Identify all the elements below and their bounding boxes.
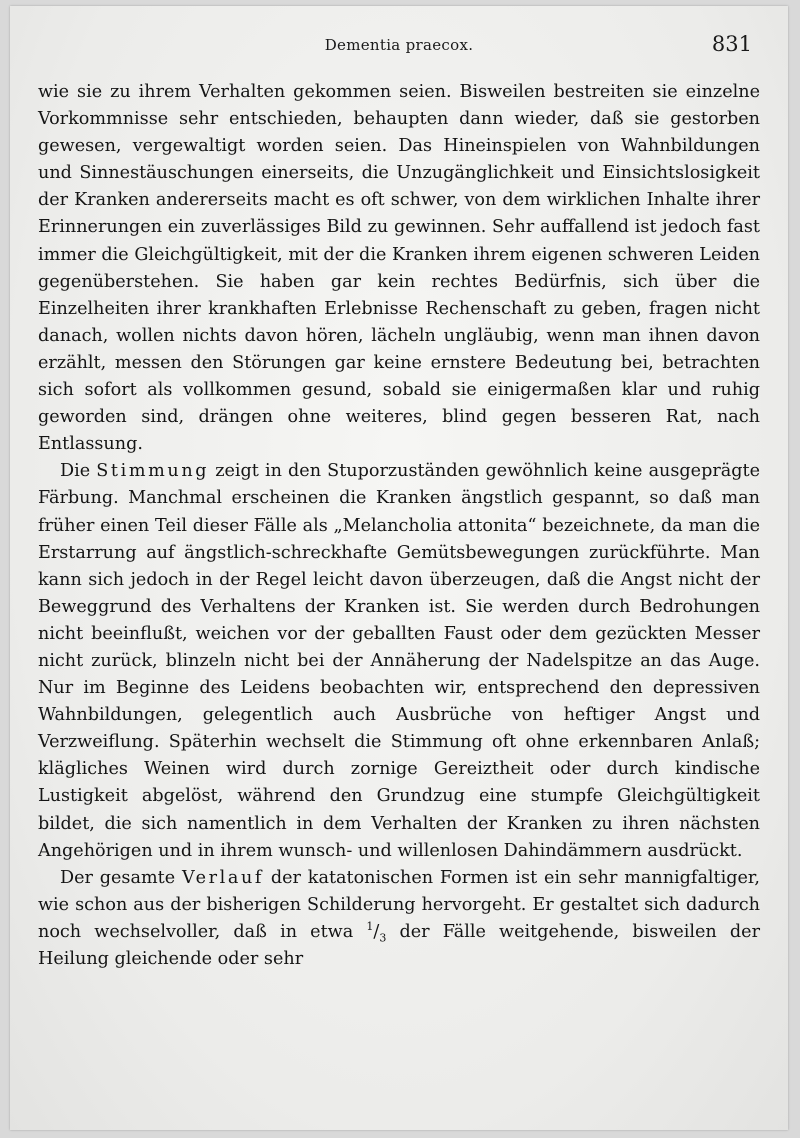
fraction-denominator: 3 bbox=[379, 931, 387, 945]
book-page bbox=[10, 6, 788, 1130]
page-number: 831 bbox=[711, 32, 752, 56]
paragraph-2 bbox=[38, 458, 760, 864]
text-body bbox=[38, 79, 760, 973]
paragraph-2-spaced-term: Stimmung bbox=[96, 461, 210, 482]
paragraph-3-text: der katatonischen Formen ist ein sehr mannigfaltiger, wie schon aus der bisherigen Schilderung hervorgeht. Er gestaltet sich dadurch noch wechselvoller, daß in etwa bbox=[38, 867, 760, 942]
paragraph-3-spaced-term: Verlauf bbox=[181, 867, 265, 888]
paragraph-1 bbox=[38, 79, 760, 458]
paragraph-3: Der gesamte Verlauf der katatonischen Formen ist ein sehr mannigfaltiger, wie schon aus der bisherigen Schilderung hervorgeht. Er gestaltet sich dadurch noch wechselvoller, daß in etwa $^1/_3$ der Fälle weitgehende, bisweilen der Heilung gleichende oder sehr bbox=[38, 867, 760, 969]
paragraph-3-tail: der Fälle weitgehende, bisweilen der Heilung gleichende oder sehr bbox=[38, 921, 760, 969]
fraction-numerator: 1 bbox=[366, 920, 374, 934]
paragraph-2-lead: Die bbox=[60, 461, 91, 482]
running-title: Dementia praecox. bbox=[324, 36, 474, 54]
paragraph-2-text: zeigt in den Stuporzuständen gewöhnlich keine ausgeprägte Färbung. Manchmal erscheinen die Kranken ängstlich gespannt, so daß man früher einen Teil dieser Fälle als „Melancholia attonita“ bezeichnete, da man die Erstarrung auf ängstlich-schreckhafte Gemütsbewegungen zurückführte. Man kann sich jedoch in der Regel leicht davon überzeugen, daß die Angst nicht der Beweggrund des Verhaltens der Kranken ist. Sie werden durch Bedrohungen nicht beeinflußt, weichen vor der geballten Faust oder dem gezückten Messer nicht zurück, blinzeln nicht bei der Annäherung der Nadelspitze an das Auge. Nur im Beginne des Leidens beobachten wir, entsprechend den depressiven Wahnbildungen, gelegentlich auch Ausbrüche von heftiger Angst und Verzweiflung. Späterhin wechselt die Stimmung oft ohne erkennbaren Anlaß; klägliches Weinen wird durch zornige Gereiztheit oder durch kindische Lustigkeit abgelöst, während den Grundzug eine stumpfe Gleichgültigkeit bildet, die sich namentlich in dem Verhalten der Kranken zu ihren nächsten Angehörigen und in ihrem wunsch- und willenlosen Dahindämmern ausdrückt. bbox=[38, 461, 761, 861]
page-header bbox=[10, 32, 788, 66]
paragraph-1-text: wie sie zu ihrem Verhalten gekommen seien. Bisweilen bestreiten sie einzelne Vorkommnisse sehr entschieden, behaupten dann wieder, daß sie gestorben gewesen, vergewaltigt worden seien. Das Hineinspielen von Wahnbildungen und Sinnestäuschungen einerseits, die Unzugänglichkeit und Einsichtslosigkeit der Kranken andererseits macht es oft schwer, von dem wirklichen Inhalte ihrer Erinnerungen ein zuverlässiges Bild zu gewinnen. Sehr auffallend ist jedoch fast immer die Gleichgültigkeit, mit der die Kranken ihrem eigenen schweren Leiden gegenüberstehen. Sie haben gar kein rechtes Bedürfnis, sich über die Einzelheiten ihrer krankhaften Erlebnisse Rechenschaft zu geben, fragen nicht danach, wollen nichts davon hören, lächeln ungläubig, wenn man ihnen davon erzählt, messen den Störungen gar keine ernstere Bedeutung bei, betrachten sich sofort als vollkommen gesund, sobald sie einigermaßen klar und ruhig geworden sind, drängen ohne weiteres, blind gegen besseren Rat, nach Entlassung. bbox=[38, 82, 760, 455]
paragraph-3-lead: Der gesamte bbox=[60, 867, 176, 888]
